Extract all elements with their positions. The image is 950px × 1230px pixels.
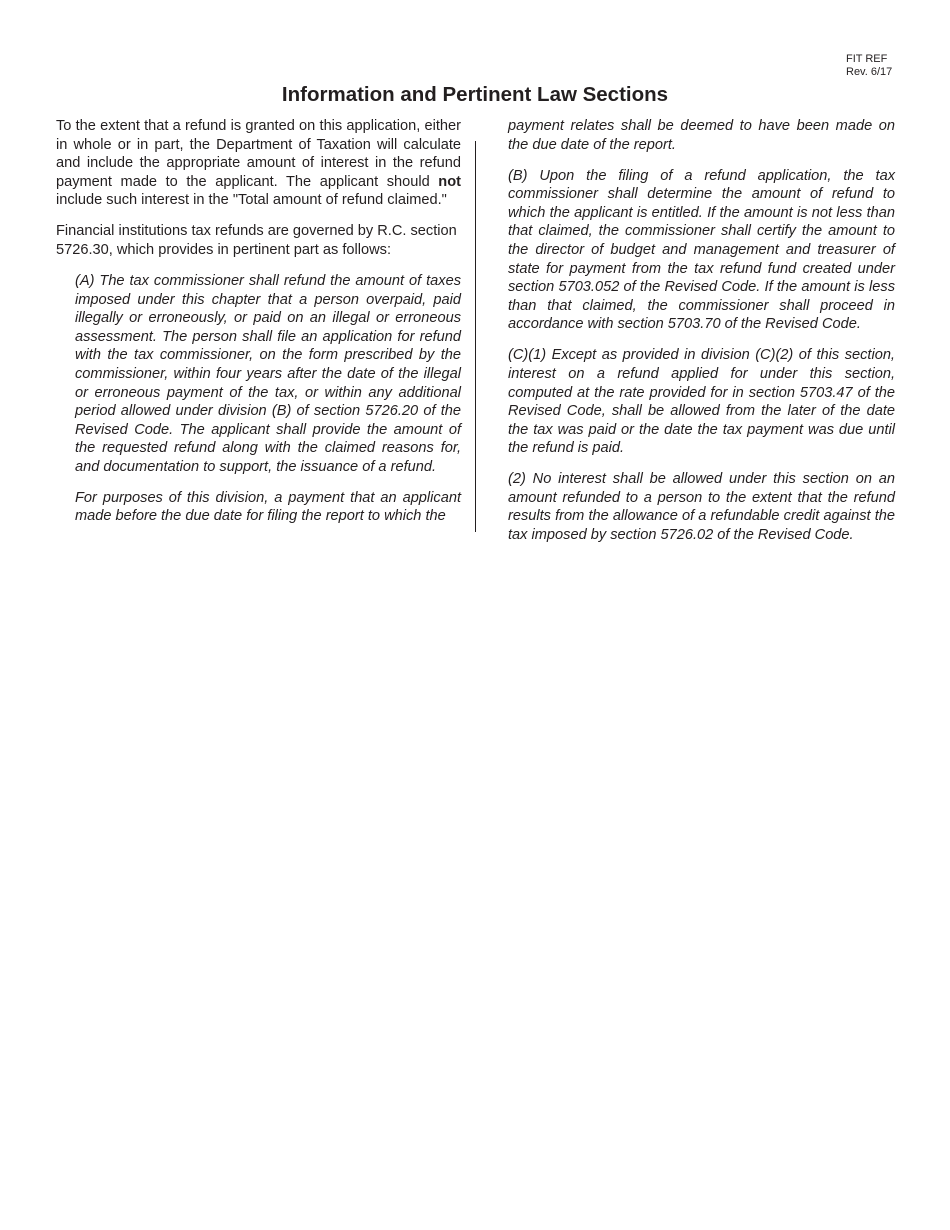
- right-column: [508, 117, 895, 557]
- governing-paragraph: Financial institutions tax refunds are governed by R.C. section 5726.30, which provides in pertinent part as follows:: [56, 223, 457, 258]
- law-section-b: (B) Upon the filing of a refund application, the tax commissioner shall determine the amount of refund to which the applicant is entitled. If the amount is not less than that claimed, the commissioner shall certify the amount to the director of budget and management and treasurer of state for payment from the tax refund fund created under section 5703.052 of the Revised Code. If the amount is less than that claimed, the commissioner shall proceed in accordance with section 5703.70 of the Revised Code.: [508, 167, 895, 333]
- form-code: FIT REF: [846, 53, 888, 65]
- left-column: [56, 117, 461, 538]
- intro-text-part2: include such interest in the "Total amount of refund claimed.": [56, 192, 447, 209]
- intro-text-part1: To the extent that a refund is granted on this application, either in whole or in part, the Department of Taxation will calculate and include the appropriate amount of interest in the refund payment made to the applicant. The applicant should: [56, 118, 461, 190]
- column-divider: [475, 141, 476, 532]
- form-revision: Rev. 6/17: [846, 66, 893, 78]
- law-section-c2: (2) No interest shall be allowed under this section on an amount refunded to a person to the extent that the refund results from the allowance of a refundable credit against the tax imposed by section 5726.02 of the Revised Code.: [508, 471, 895, 544]
- intro-emphasis: not: [438, 173, 461, 190]
- law-section-a: (A) The tax commissioner shall refund the amount of taxes imposed under this chapter that a person overpaid, paid illegally or erroneously, or paid on an illegal or erroneous assessment. The person shall file an application for refund with the tax commissioner, on the form prescribed by the commissioner, within four years after the date of the illegal or erroneous payment of the tax, or within any additional period allowed under division (B) of section 5726.20 of the Revised Code. The applicant shall provide the amount of the requested refund along with the claimed reasons for, and documentation to support, the issuance of a refund.: [75, 272, 461, 475]
- law-section-a-purposes: For purposes of this division, a payment that an applicant made before the due date for filing the report to which the: [75, 489, 461, 525]
- form-identifier: [846, 53, 892, 79]
- law-section-c1: (C)(1) Except as provided in division (C)(2) of this section, interest on a refund applied for under this section, computed at the rate provided for in section 5703.47 of the Revised Code, shall be allowed from the later of the date the tax was paid or the date the tax payment was due until the refund is paid.: [508, 347, 895, 457]
- page-title: Information and Pertinent Law Sections: [281, 83, 669, 106]
- intro-paragraph: [56, 117, 461, 210]
- law-section-a-continued: payment relates shall be deemed to have been made on the due date of the report.: [508, 118, 895, 153]
